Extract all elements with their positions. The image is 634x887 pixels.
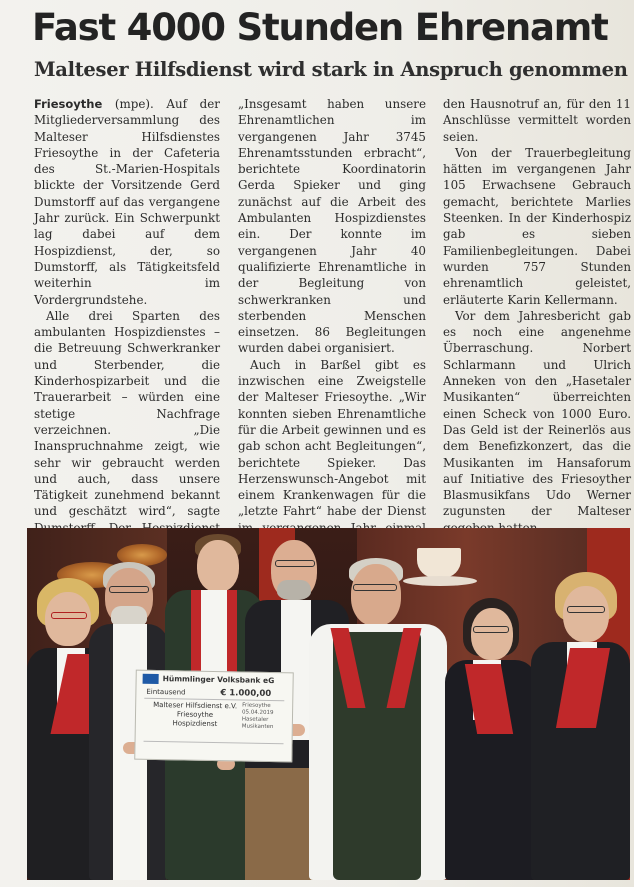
paragraph: Alle drei Sparten des ambulanten Hospizdienstes – die Betreuung Schwerkranker und Sterbender, die Kinderhospizarbeit und die Trauerarbeit – würden eine stetige Nachfrage verzeichnen. „Die Inanspruchnahme zeigt, wie sehr wir gebraucht werden und auch, dass unsere Tätigkeit zunehmend bekannt und geschätzt wird“, sagte [34, 308, 220, 519]
check-place: Friesoythe [242, 702, 271, 709]
payee-line: Friesoythe [176, 710, 214, 719]
check-issuer: Musikanten [241, 723, 274, 731]
check-issuer: Hasetaler [241, 716, 269, 723]
article-column-2 [238, 96, 426, 569]
paragraph: Vor dem Jahresbericht gab es noch eine angenehme Überraschung. Norbert Schlarmann und Ulrich Anneken von den „Hasetaler Musikanten“ überreichten einen Scheck von 1000 Euro. Das Geld ist der Reinerlös aus dem Benefizkonzert, das die Musikanten im Hansaforum auf Initiative des Friesoyther Blasmusikfans Udo Werner zugunsten der Malteser [443, 308, 631, 519]
paragraph-text: (mpe). Auf der Mitgliederversammlung des Malteser Hilfsdienstes Friesoythe in der Cafeteria des St.-Marien-Hospitals blickte der Vorsitzende Gerd Dumstorff auf das vergangene Jahr zurück. Ein Schwerpunkt lag dabei auf dem Hospizdienst, der, so Dumstorff, als Tätigkeitsfeld weiterhin im Vordergrundstehe. [34, 97, 220, 307]
paragraph: den Hausnotruf an, für den 11 Anschlüsse vermittelt worden seien. [443, 97, 631, 144]
paragraph: Auch in Barßel gibt es inzwischen eine Zweigstelle der Malteser Friesoythe. „Wir konnten sieben Ehrenamtliche für die Arbeit gewinnen und es gab schon acht Begleitungen“, berichtete Spieker. Das Herzenswunsch-Angebot mit einem Krankenwagen für die „letzte Fahrt“ habe der Dienst [238, 357, 426, 519]
headline: Fast 4000 Stunden Ehrenamt [32, 6, 608, 49]
payee-line: Hospizdienst [172, 719, 218, 729]
group-photo [27, 528, 630, 880]
dateline: Friesoythe [34, 97, 103, 111]
bank-name: Hümmlinger Volksbank eG [162, 674, 275, 686]
donation-check [134, 670, 294, 763]
article-column-1 [34, 96, 220, 601]
check-date: 05.04.2019 [242, 709, 274, 717]
article-column-3 [443, 96, 631, 536]
paragraph: „Insgesamt haben unsere Ehrenamtlichen im vergangenen Jahr 3745 Ehrenamtsstunden erbracht“, berichtete Koordinatorin Gerda Spieker und ging zunächst auf die Arbeit des Ambulanten Hospizdienstes ein. Der konnte im vergangenen Jahr 40 qualifizierte Ehrenamtliche in der Begleitung von schwerkranken und sterbenden Menschen einsetzen. 86 Begleitungen wurden dabei organisiert. [238, 97, 426, 356]
paragraph [34, 96, 220, 308]
bank-logo-icon [143, 674, 159, 684]
payee [150, 701, 240, 730]
payee-line: Malteser Hilfsdienst e.V. [153, 700, 238, 711]
check-meta [242, 702, 290, 731]
subheadline: Malteser Hilfsdienst wird stark in Anspruch genommen [34, 58, 628, 81]
paragraph: Von der Trauerbegleitung hätten im vergangenen Jahr 105 Erwachsene Gebrauch gemacht, berichtete Marlies Steenken. In der Kinderhospiz gab es sieben Familienbegleitungen. Dabei wurden 757 Stunden ehrenamtlich geleistet, erläuterte Karin Kellermann. [443, 145, 631, 307]
coffee-cup-poster [417, 548, 461, 578]
amount-words: Eintausend [146, 687, 186, 697]
coffee-saucer-poster [403, 576, 477, 586]
amount: € 1.000,00 [220, 688, 272, 699]
